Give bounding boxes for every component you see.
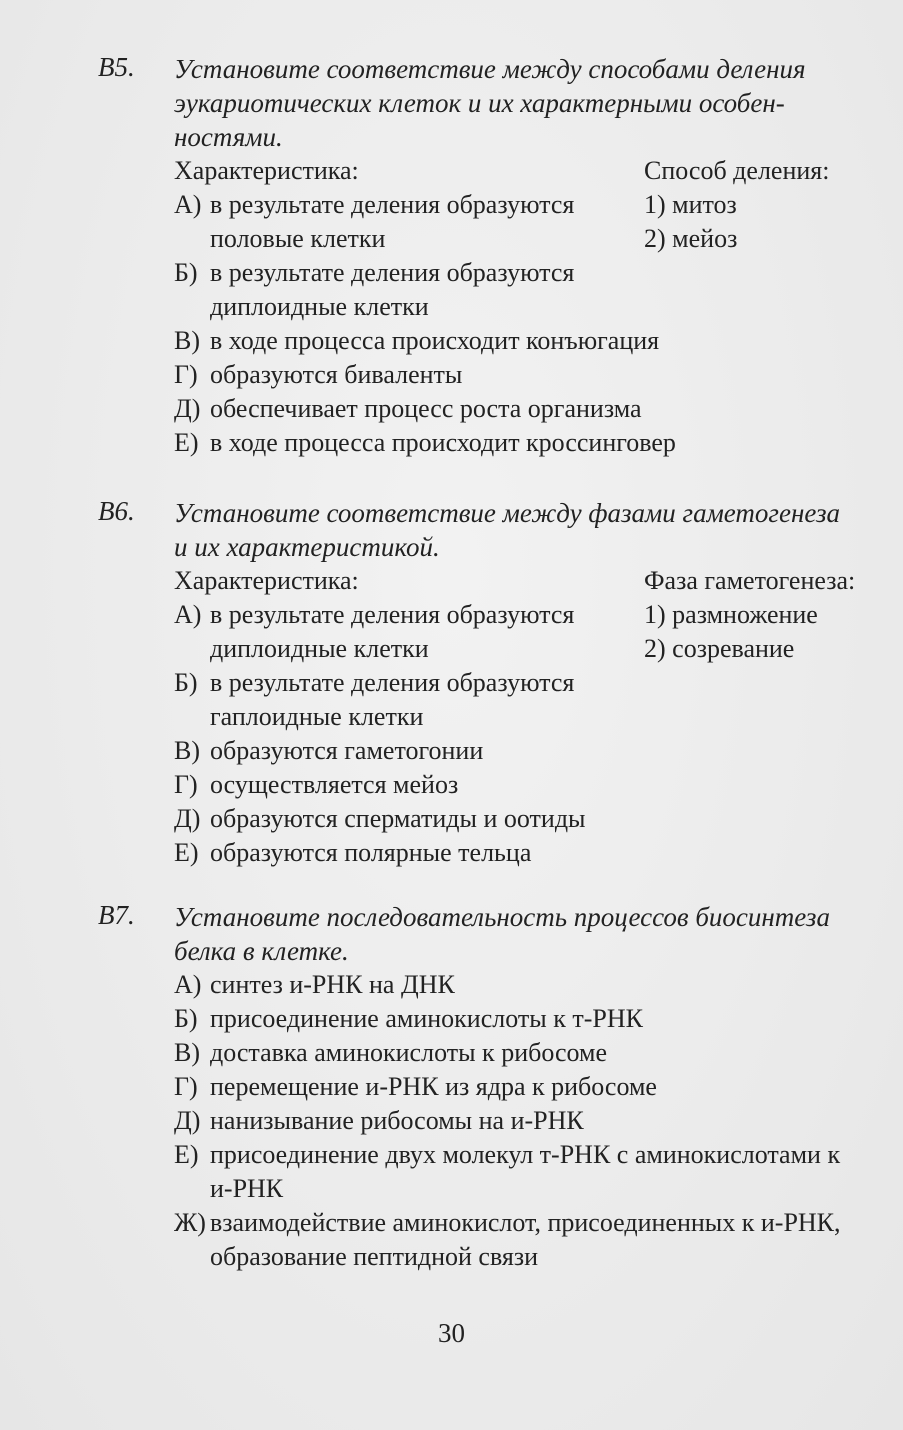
- task-number: В7.: [98, 900, 135, 930]
- option-text: в результате деления образуются: [210, 600, 575, 629]
- option-text: образуются полярные тельца: [210, 838, 532, 867]
- task-title: [174, 52, 873, 154]
- option-item: [174, 358, 873, 392]
- option-text: в результате деления образуются: [210, 668, 575, 697]
- option-text: в ходе процесса происходит конъюгация: [210, 326, 660, 355]
- option-item: [174, 1036, 873, 1070]
- option-text: половые клетки: [210, 224, 386, 253]
- option-letter: Г): [174, 1072, 198, 1101]
- option-text: гаплоидные клетки: [210, 702, 424, 731]
- option-letter: Д): [174, 804, 201, 833]
- option-letter: В): [174, 326, 200, 355]
- option-letter: А): [174, 600, 202, 629]
- option-text: присоединение двух молекул т-РНК с аминокислотами к: [210, 1140, 841, 1169]
- option-letter: Д): [174, 394, 201, 423]
- answer-item: 2) созревание: [644, 634, 795, 663]
- option-text: присоединение аминокислоты к т-РНК: [210, 1004, 643, 1033]
- characteristic-header: Характеристика:: [174, 156, 359, 185]
- option-text: диплоидные клетки: [210, 634, 429, 663]
- option-text: обеспечивает процесс роста организма: [210, 394, 642, 423]
- option-text: перемещение и-РНК из ядра к рибосоме: [210, 1072, 657, 1101]
- task-b5: [98, 52, 873, 460]
- option-item: [174, 256, 873, 324]
- option-text: образование пептидной связи: [210, 1242, 539, 1271]
- option-item: [174, 1138, 873, 1206]
- options-list: [174, 968, 873, 1274]
- option-text: и-РНК: [210, 1174, 284, 1203]
- option-text: осуществляется мейоз: [210, 770, 459, 799]
- option-letter: Б): [174, 668, 198, 697]
- option-letter: Г): [174, 770, 198, 799]
- options-list: [174, 188, 873, 460]
- column-headers: [174, 154, 873, 188]
- option-text: взаимодействие аминокислот, присоединенных к и-РНК,: [210, 1208, 841, 1237]
- option-text: доставка аминокислоты к рибосоме: [210, 1038, 608, 1067]
- answer-item: 1) митоз: [644, 190, 737, 219]
- task-number: В5.: [98, 52, 135, 82]
- characteristic-header: Характеристика:: [174, 566, 359, 595]
- option-letter: Е): [174, 1140, 199, 1169]
- option-letter: Г): [174, 360, 198, 389]
- option-letter: В): [174, 1038, 200, 1067]
- title-line: и их характеристикой.: [174, 532, 440, 562]
- option-item: [174, 598, 873, 666]
- option-letter: Ж): [174, 1208, 206, 1237]
- options-list: [174, 598, 873, 870]
- option-text: в ходе процесса происходит кроссинговер: [210, 428, 676, 457]
- option-text: образуются биваленты: [210, 360, 463, 389]
- option-text: образуются гаметогонии: [210, 736, 484, 765]
- option-item: [174, 1070, 873, 1104]
- column-headers: [174, 564, 873, 598]
- option-text: в результате деления образуются: [210, 258, 575, 287]
- option-item: [174, 324, 873, 358]
- page-number: 30: [438, 1318, 465, 1348]
- option-letter: Д): [174, 1106, 201, 1135]
- title-line: Установите соответствие между фазами гаметогенеза: [174, 498, 840, 528]
- option-text: диплоидные клетки: [210, 292, 429, 321]
- task-number: В6.: [98, 496, 135, 526]
- option-item: [174, 1002, 873, 1036]
- option-letter: А): [174, 190, 202, 219]
- option-item: [174, 1104, 873, 1138]
- option-item: [174, 734, 873, 768]
- option-letter: А): [174, 970, 202, 999]
- title-line: Установите последовательность процессов биосинтеза: [174, 902, 830, 932]
- option-item: [174, 802, 873, 836]
- option-item: [174, 188, 873, 256]
- option-text: образуются сперматиды и оотиды: [210, 804, 586, 833]
- title-line: белка в клетке.: [174, 936, 349, 966]
- option-item: [174, 768, 873, 802]
- option-letter: Е): [174, 838, 199, 867]
- task-title: [174, 496, 873, 564]
- answer-item: 1) размножение: [644, 600, 818, 629]
- title-line: эукариотических клеток и их характерными особен-: [174, 88, 785, 118]
- option-text: синтез и-РНК на ДНК: [210, 970, 455, 999]
- option-item: [174, 426, 873, 460]
- option-letter: Б): [174, 1004, 198, 1033]
- option-item: [174, 666, 873, 734]
- task-b7: [98, 900, 873, 1274]
- option-text: нанизывание рибосомы на и-РНК: [210, 1106, 584, 1135]
- task-b6: [98, 496, 873, 870]
- option-letter: Б): [174, 258, 198, 287]
- task-title: [174, 900, 873, 968]
- option-letter: В): [174, 736, 200, 765]
- option-item: [174, 836, 873, 870]
- division-method-header: Способ деления:: [644, 156, 830, 185]
- title-line: Установите соответствие между способами деления: [174, 54, 806, 84]
- option-item: [174, 1206, 873, 1274]
- answer-item: 2) мейоз: [644, 224, 738, 253]
- option-item: [174, 392, 873, 426]
- option-item: [174, 968, 873, 1002]
- option-text: в результате деления образуются: [210, 190, 575, 219]
- option-letter: Е): [174, 428, 199, 457]
- title-line: ностями.: [174, 122, 283, 152]
- gametogenesis-phase-header: Фаза гаметогенеза:: [644, 566, 856, 595]
